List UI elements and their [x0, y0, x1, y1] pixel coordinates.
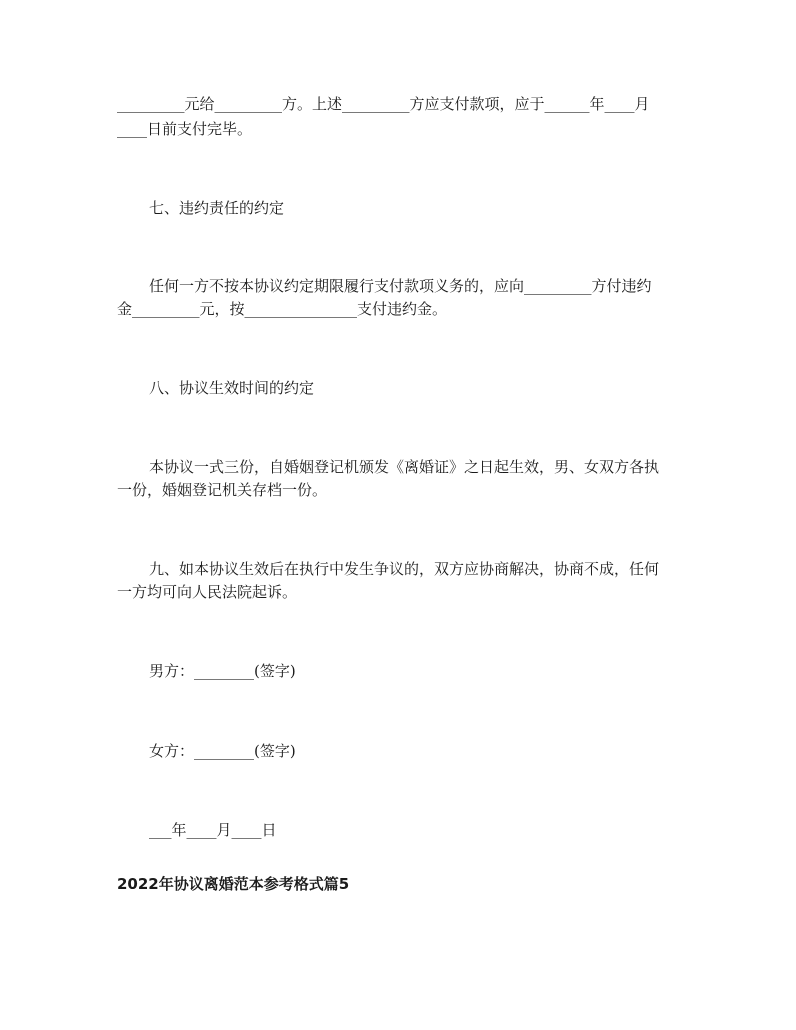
- section-7-body-line-2: 金_________元，按_______________支付违约金。: [117, 300, 448, 318]
- section-8-body-line-2: 一份，婚姻登记机关存档一份。: [117, 481, 328, 499]
- section-9-body-line-2: 一方均可向人民法院起诉。: [117, 583, 298, 601]
- section-9-body-line-1: 九、如本协议生效后在执行中发生争议的，双方应协商解决，协商不成，任何: [149, 560, 660, 578]
- section-7-heading: 七、违约责任的约定: [149, 199, 285, 217]
- section-7-body-line-1: 任何一方不按本协议约定期限履行支付款项义务的，应向_________方付违约: [149, 277, 652, 295]
- male-signature-line: 男方：________(签字): [149, 662, 296, 680]
- next-article-title: 2022年协议离婚范本参考格式篇5: [117, 875, 350, 893]
- signing-date-line: ___年____月____日: [149, 821, 277, 839]
- clause-6-payment-line-2: ____日前支付完毕。: [117, 120, 253, 138]
- clause-6-payment-line-1: _________元给_________方。上述_________方应支付款项，应于______年____月: [117, 95, 650, 113]
- female-signature-line: 女方：________(签字): [149, 742, 296, 760]
- section-8-body-line-1: 本协议一式三份，自婚姻登记机颁发《离婚证》之日起生效，男、女双方各执: [149, 458, 660, 476]
- section-8-heading: 八、协议生效时间的约定: [149, 379, 315, 397]
